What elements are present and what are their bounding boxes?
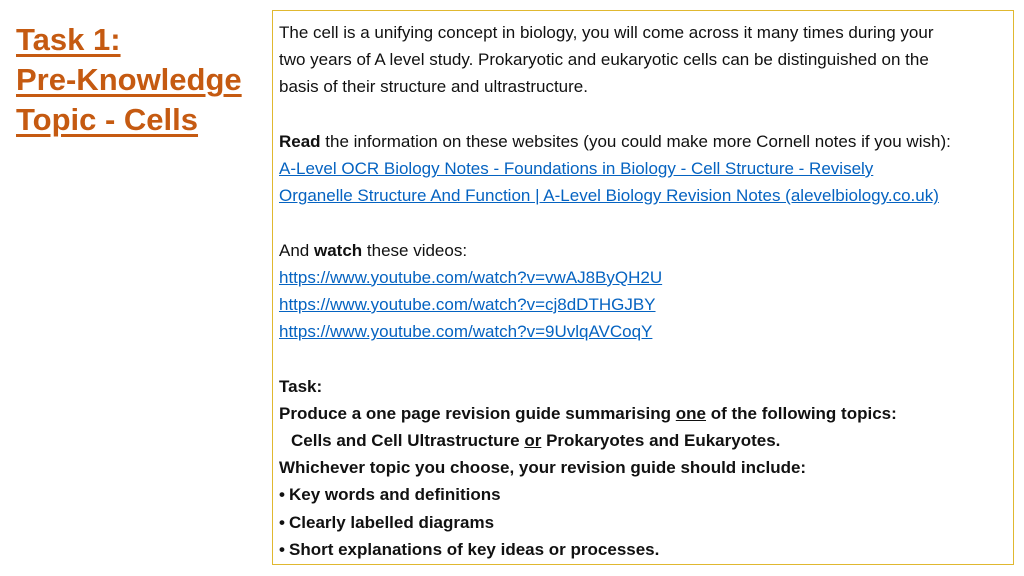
intro-line-1: The cell is a unifying concept in biology, you will come across it many times during your	[279, 23, 934, 42]
watch-pre: And	[279, 240, 314, 260]
intro-line-3: basis of their structure and ultrastructure.	[279, 77, 588, 97]
title-line-3: Topic - Cells	[16, 102, 199, 137]
task-line-1-post: of the following topics:	[706, 403, 897, 423]
task-line-1-underline: one	[675, 403, 707, 423]
task-line-1	[279, 400, 1007, 427]
task-line-2	[279, 427, 1007, 454]
slide-title	[16, 20, 256, 140]
bullet-icon: •	[279, 512, 285, 532]
bullet-item	[279, 536, 1007, 563]
task-line-2-post: Prokaryotes and Eukaryotes.	[541, 431, 781, 450]
video-link-1[interactable]: https://www.youtube.com/watch?v=vwAJ8ByQH2U	[279, 267, 663, 287]
task-heading: Task:	[279, 376, 323, 396]
task-line-3: Whichever topic you choose, your revision guide should include:	[279, 458, 807, 478]
intro-line-2: two years of A level study. Prokaryotic and eukaryotic cells can be distinguished on the	[279, 50, 929, 70]
spacer	[279, 209, 1007, 236]
title-line-2: Pre-Knowledge	[16, 62, 242, 97]
task-line-2-pre: Cells and Cell Ultrastructure	[291, 431, 525, 450]
task-line-2-underline: or	[524, 431, 542, 450]
bullet-item	[279, 481, 1007, 508]
bullet-icon: •	[279, 485, 285, 505]
video-link-2[interactable]: https://www.youtube.com/watch?v=cj8dDTHGJBY	[279, 295, 656, 314]
task-line-1-pre: Produce a one page revision guide summarising	[279, 403, 676, 423]
bullet-icon: •	[279, 539, 285, 559]
watch-instruction	[279, 237, 1007, 264]
bullet-text: Key words and definitions	[289, 485, 501, 505]
title-line-1: Task 1:	[16, 22, 121, 57]
link-alevelbiology[interactable]: Organelle Structure And Function | A-Level Biology Revision Notes (alevelbiology.co.uk)	[279, 186, 939, 206]
video-link-3[interactable]: https://www.youtube.com/watch?v=9UvlqAVCoqY	[279, 322, 653, 342]
read-bold: Read	[279, 131, 321, 151]
bullet-item	[279, 509, 1007, 536]
bullet-text: Short explanations of key ideas or processes.	[289, 539, 660, 559]
read-instruction	[279, 128, 1007, 155]
watch-bold: watch	[313, 240, 363, 260]
bullet-text: Clearly labelled diagrams	[289, 512, 495, 532]
read-rest: the information on these websites (you could make more Cornell notes if you wish):	[320, 131, 951, 151]
spacer	[279, 101, 1007, 128]
content-box	[272, 10, 1014, 565]
link-revisely[interactable]: A-Level OCR Biology Notes - Foundations in Biology - Cell Structure - Revisely	[279, 159, 874, 178]
spacer	[279, 345, 1007, 372]
watch-post: these videos:	[362, 240, 468, 260]
